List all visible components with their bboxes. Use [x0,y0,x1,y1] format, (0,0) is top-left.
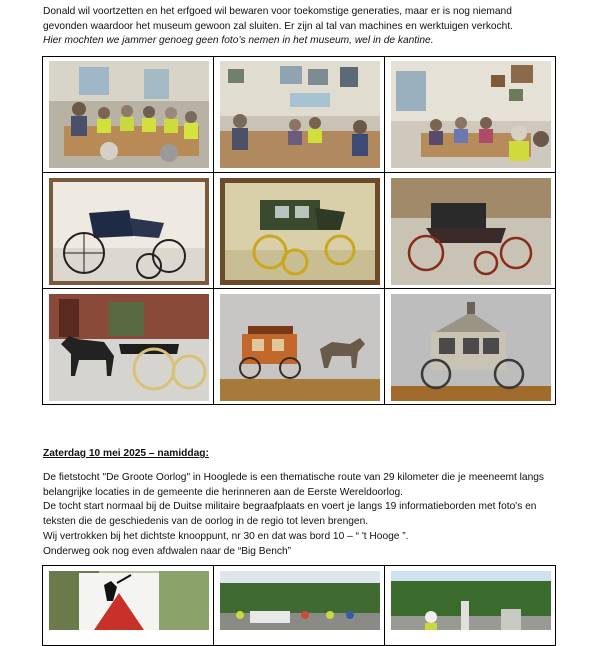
section-paragraph [43,471,573,559]
section-line: De fietstocht "De Groote Oorlog" in Hooglede is een thematische route van 29 kilometer die je meeneemt langs [43,472,545,483]
section-line: teksten die de geschiedenis van de oorlog in de regio tot leven brengen. [43,516,369,528]
horse-carriage-photo [49,294,209,401]
canteen-group-photo [49,61,209,168]
carriage-photo [49,178,209,285]
cyclists-photo [391,571,551,630]
canteen-group-photo [220,61,380,168]
stagecoach-model-photo [220,294,380,401]
cyclists-photo [220,571,380,630]
stagecoach-model-photo [391,294,551,401]
carriage-photo [391,178,551,285]
intro-paragraph [43,5,573,49]
carriage-photo [220,178,380,285]
intro-line: gevonden waardoor het museum gewoon zal sluiten. Er zijn al tal van machines en werktuigen verkocht. [43,20,514,32]
section-line: De tocht start normaal bij de Duitse militaire begraafplaats en voert je langs 19 informatieborden met foto's en [43,501,537,513]
section-heading: Zaterdag 10 mei 2025 – namiddag: [43,448,209,459]
canteen-group-photo [391,61,551,168]
intro-note: Hier mochten we jammer genoeg geen foto’s nemen in het museum, wel in de kantine. [43,35,434,47]
section-line: Onderweg ook nog even afdwalen naar de “Big Bench” [43,545,292,557]
section-line: Wij vertrokken bij het dichtste knooppunt, nr 30 en dat was bord 10 – “ 't Hooge ”. [43,530,409,542]
road-sign-photo [49,571,209,630]
section-line: belangrijke locaties in de gemeente die herinneren aan de Eerste Wereldoorlog. [43,486,403,498]
intro-line: Donald wil voortzetten en het erfgoed wil bewaren voor toekomstige generaties, maar er is nog niemand [43,6,512,17]
